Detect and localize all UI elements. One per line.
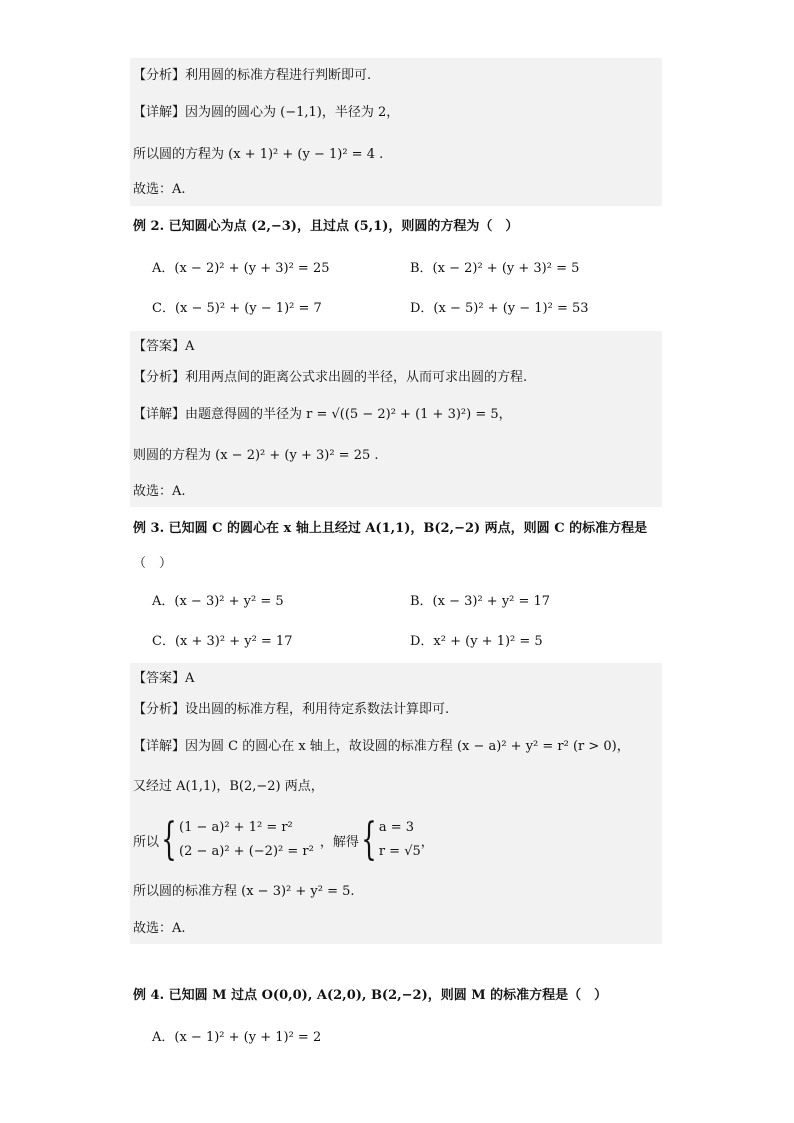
analysis-text: 【分析】利用圆的标准方程进行判断即可.: [133, 68, 372, 83]
detail-text: 【详解】由题意得圆的半径为 r = √((5 − 2)² + (1 + 3)²) = 5，: [133, 407, 512, 422]
system-prefix: 所以: [133, 834, 160, 850]
detail-text: 【详解】因为圆 C 的圆心在 x 轴上，故设圆的标准方程 (x − a)² + y² = r² (r > 0)，: [133, 739, 630, 754]
analysis-text: 【分析】设出圆的标准方程，利用待定系数法计算即可.: [133, 702, 450, 717]
system-equations: [179, 816, 314, 864]
example-2-stem: 例 2. 已知圆心为点 (2,−3)，且过点 (5,1)，则圆的方程为（ ）: [133, 219, 519, 234]
answer-text: 【答案】A: [133, 671, 195, 686]
choose-text: 故选：A.: [133, 182, 186, 197]
left-brace: {: [361, 814, 377, 865]
option-d: D．(x − 5)² + (y − 1)² = 53: [410, 301, 589, 316]
detail-text: 【详解】因为圆的圆心为 (−1,1)，半径为 2，: [133, 105, 400, 120]
option-c: C．(x + 3)² + y² = 17: [152, 634, 293, 649]
solution-2: r = √5: [378, 844, 421, 859]
left-brace: {: [161, 814, 177, 865]
equation-text: 所以圆的方程为 (x + 1)² + (y − 1)² = 4 .: [133, 147, 384, 162]
example-4-stem: 例 4. 已知圆 M 过点 O(0,0), A(2,0), B(2,−2)，则圆 M 的标准方程是（ ）: [133, 988, 608, 1003]
analysis-text: 【分析】利用两点间的距离公式求出圆的半径，从而可求出圆的方程.: [133, 370, 528, 385]
choose-text: 故选：A.: [133, 484, 186, 499]
option-a: A．(x − 1)² + (y + 1)² = 2: [152, 1030, 322, 1045]
option-c: C．(x − 5)² + (y − 1)² = 7: [152, 301, 322, 316]
system-equation-1: (1 − a)² + 1² = r²: [179, 820, 293, 835]
example-3-stem-continued: （ ）: [133, 556, 173, 571]
equation-text: 则圆的方程为 (x − 2)² + (y + 3)² = 25 .: [133, 448, 379, 463]
system-equation-2: (2 − a)² + (−2)² = r²: [179, 844, 314, 859]
option-a: A．(x − 3)² + y² = 5: [152, 594, 284, 609]
option-b: B．(x − 3)² + y² = 17: [410, 594, 551, 609]
system-middle-text: ，解得: [319, 834, 359, 850]
answer-text: 【答案】A: [133, 339, 195, 354]
equation-text: 所以圆的标准方程 (x − 3)² + y² = 5.: [133, 884, 355, 899]
system-solutions: [379, 816, 421, 864]
solution-1: a = 3: [378, 820, 415, 835]
option-a: A．(x − 2)² + (y + 3)² = 25: [152, 261, 330, 276]
option-b: B．(x − 2)² + (y + 3)² = 5: [410, 261, 580, 276]
option-d: D．x² + (y + 1)² = 5: [410, 634, 543, 649]
example-3-stem: 例 3. 已知圆 C 的圆心在 x 轴上且经过 A(1,1)，B(2,−2) 两点，则圆 C 的标准方程是: [133, 521, 648, 536]
equation-system: [133, 815, 434, 865]
system-end: ，: [420, 834, 434, 850]
choose-text: 故选：A.: [133, 921, 186, 936]
condition-text: 又经过 A(1,1)，B(2,−2) 两点，: [133, 779, 324, 794]
